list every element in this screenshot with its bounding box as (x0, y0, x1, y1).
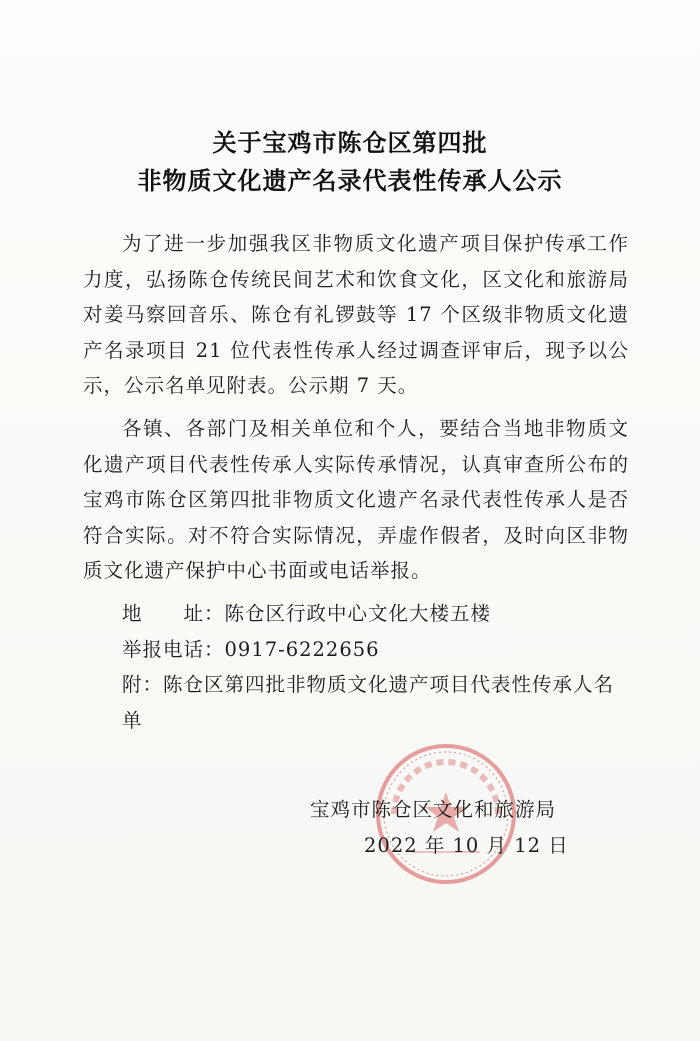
body-paragraph-2: 各镇、各部门及相关单位和个人，要结合当地非物质文化遗产项目代表性传承人实际传承情况，认真审查所公布的宝鸡市陈仓区第四批非物质文化遗产名录代表性传承人是否符合实际。对不符合实际情况，弄虚作假者，及时向区非物质文化遗产保护中心书面或电话举报。 (83, 416, 629, 583)
document-title (0, 124, 700, 200)
signature-organization: 宝鸡市陈仓区文化和旅游局 (310, 798, 557, 821)
phone-line: 举报电话：0917-6222656 (122, 637, 380, 661)
body-paragraph-1: 为了进一步加强我区非物质文化遗产项目保护传承工作力度，弘扬陈仓传统民间艺术和饮食文化，区文化和旅游局对姜马察回音乐、陈仓有礼锣鼓等 17 个区级非物质文化遗产名录项目 21 位代表性传承人经过调查评审后，现予以公示，公示名单见附表。公示期 7 天。 (83, 232, 629, 398)
document-body (83, 226, 629, 738)
address-line: 地 址：陈仓区行政中心文化大楼五楼 (122, 601, 492, 625)
title-line-1: 关于宝鸡市陈仓区第四批 (212, 129, 488, 157)
signature-block (310, 792, 570, 864)
attachment-line: 附：陈仓区第四批非物质文化遗产项目代表性传承人名单 (122, 673, 615, 732)
signature-date: 2022 年 10 月 12 日 (364, 834, 569, 857)
title-line-2: 非物质文化遗产名录代表性传承人公示 (137, 167, 563, 195)
